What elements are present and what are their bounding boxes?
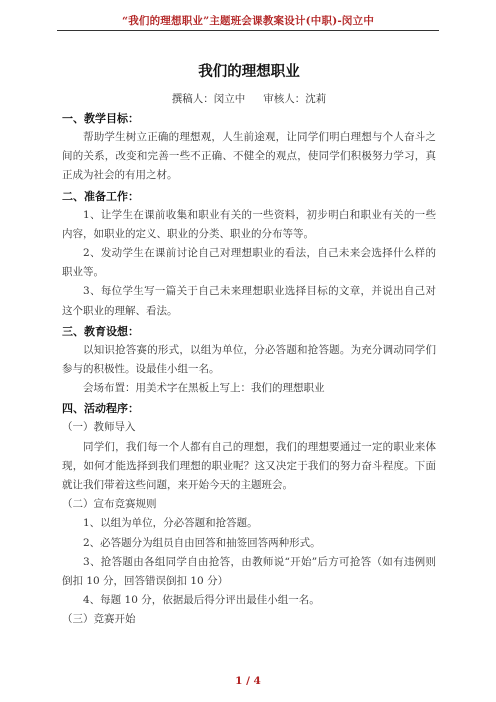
section-heading-procedure: 四、活动程序： bbox=[62, 402, 139, 416]
rule-item-4: 4、每题 10 分，依据最后得分评出最佳小组一名。 bbox=[83, 594, 320, 607]
design-paragraph-2: 会场布置：用美术字在黑板上写上：我们的理想职业 bbox=[83, 382, 325, 395]
preparation-item-2: 2、发动学生在课前讨论自己对理想职业的看法，自己未来会选择什么样的职业等。 bbox=[62, 247, 436, 279]
document-body bbox=[62, 62, 436, 630]
section-heading-goals: 一、教学目标： bbox=[62, 112, 139, 125]
section-heading-preparation: 二、准备工作： bbox=[62, 189, 139, 203]
procedure-subheading-start: （三）竞赛开始 bbox=[62, 613, 136, 626]
author-label: 撰稿人：闵立中 bbox=[171, 93, 246, 105]
header-divider bbox=[57, 30, 439, 31]
rule-item-3: 3、抢答题由各组同学自由抢答，由教师说“开始”后方可抢答（如有违例则倒扣 10 分，回答错误倒扣 10 分） bbox=[62, 555, 436, 588]
document-title: 我们的理想职业 bbox=[198, 63, 300, 80]
page-number: 1 / 4 bbox=[235, 675, 261, 687]
procedure-intro-paragraph: 同学们，我们每一个人都有自己的理想，我们的理想要通过一定的职业来体现，如何才能选择到我们理想的职业呢？这又决定于我们的努力奋斗程度。下面就让我们带着这些问题，来开始今天的主题班会。 bbox=[62, 440, 436, 492]
rule-item-1: 1、以组为单位，分必答题和抢答题。 bbox=[83, 517, 258, 530]
author-line bbox=[62, 90, 436, 108]
rule-item-2: 2、必答题分为组员自由回答和抽签回答两种形式。 bbox=[83, 536, 321, 549]
reviewer-label: 审核人：沈莉 bbox=[263, 93, 327, 105]
section-heading-design: 三、教育设想： bbox=[62, 324, 139, 338]
procedure-subheading-rules: （二）宣布竞赛规则 bbox=[62, 498, 157, 511]
procedure-subheading-intro: （一）教师导入 bbox=[62, 421, 136, 434]
goals-paragraph: 帮助学生树立正确的理想观，人生前途观，让同学们明白理想与个人奋斗之间的关系，改变和完善一些不正确、不健全的观点，使同学们积极努力学习，真正成为社会的有用之材。 bbox=[62, 131, 436, 182]
preparation-item-1: 1、让学生在课前收集和职业有关的一些资料，初步明白和职业有关的一些内容，如职业的定义、职业的分类、职业的分布等等。 bbox=[62, 208, 436, 240]
preparation-item-3: 3、每位学生写一篇关于自己未来理想职业选择目标的文章，并说出自己对这个职业的理解、看法。 bbox=[62, 285, 436, 317]
design-paragraph-1: 以知识抢答赛的形式，以组为单位，分必答题和抢答题。为充分调动同学们参与的积极性。设最佳小组一名。 bbox=[62, 343, 436, 376]
running-header: “我们的理想职业”主题班会课教案设计(中职)-闵立中 bbox=[121, 15, 375, 27]
